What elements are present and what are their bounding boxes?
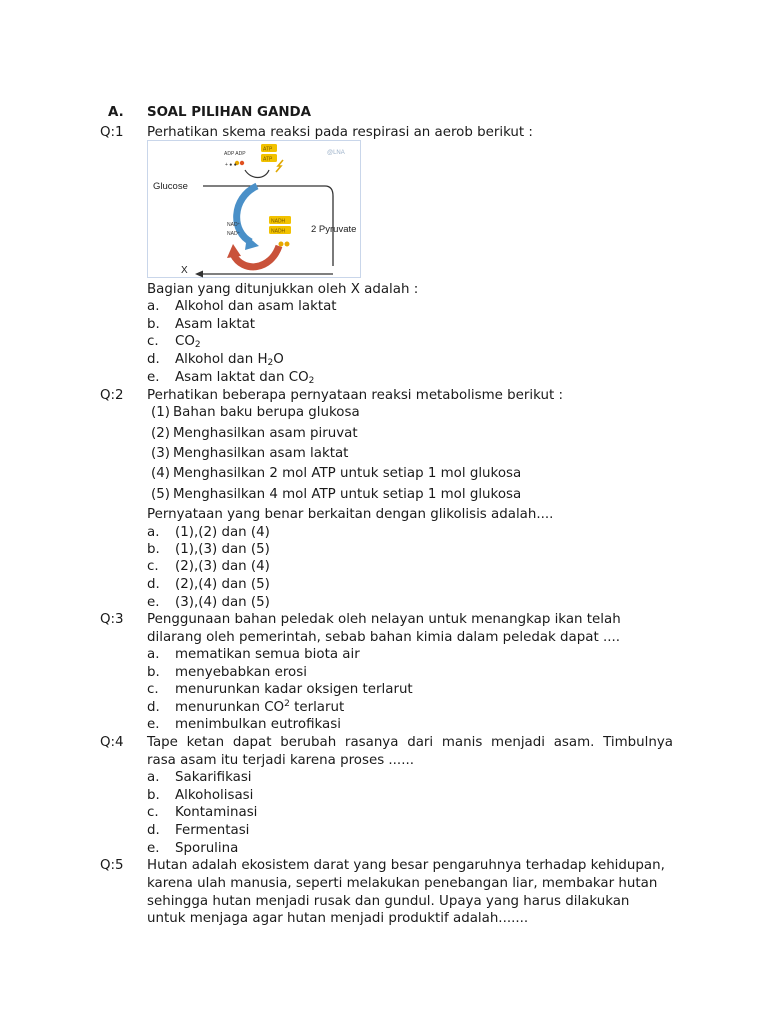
option-label: d. (147, 823, 160, 838)
option-label: b. (147, 665, 160, 680)
option-text: $CO_2$ (175, 334, 201, 350)
option-text: menurunkan $CO^2$ terlarut (175, 699, 345, 715)
option-text: Fermentasi (175, 823, 250, 838)
option-label: d. (147, 577, 160, 592)
pi-label: + ● ● (225, 162, 237, 168)
option-text: menurunkan kadar oksigen terlarut (175, 682, 413, 697)
statement-number: (1) (151, 405, 170, 420)
nadh-badge-1: NADH (271, 218, 286, 225)
option-text: menimbulkan eutrofikasi (175, 717, 341, 732)
option-text: Sakarifikasi (175, 770, 252, 785)
option-text: Alkohol dan asam laktat (175, 299, 337, 314)
x-label: X (181, 265, 188, 276)
option-text: (3),(4) dan (5) (175, 595, 270, 610)
option-label: a. (147, 525, 160, 540)
option-label: a. (147, 770, 160, 785)
question-prompt: Perhatikan skema reaksi pada respirasi an aerob berikut : (147, 125, 533, 140)
atp-badge-2: ATP (263, 156, 273, 163)
option-text: menyebabkan erosi (175, 665, 307, 680)
question-number: Q:4 (100, 735, 124, 750)
nad-label-2: NAD⁺ (227, 231, 241, 237)
statement-text: Menghasilkan 2 mol ATP untuk setiap 1 mol glukosa (173, 466, 522, 481)
option-label: b. (147, 542, 160, 557)
statement-number: (3) (151, 446, 170, 461)
question-prompt: dilarang oleh pemerintah, sebab bahan kimia dalam peledak dapat .... (147, 630, 620, 645)
adp-label: ADP ADP (224, 151, 246, 157)
option-text: (2),(3) dan (4) (175, 559, 270, 574)
option-text: Kontaminasi (175, 805, 258, 820)
question-text: Bagian yang ditunjukkan oleh X adalah : (147, 282, 419, 297)
option-label: e. (147, 841, 160, 856)
option-text: Sporulina (175, 841, 239, 856)
option-text: Alkoholisasi (175, 788, 254, 803)
statement-number: (4) (151, 466, 170, 481)
question-number: Q:5 (100, 858, 124, 873)
option-label: e. (147, 717, 160, 732)
option-label: c. (147, 559, 159, 574)
option-text: mematikan semua biota air (175, 647, 360, 662)
nadh-badge-2: NADH (271, 228, 286, 235)
statement-text: Menghasilkan 4 mol ATP untuk setiap 1 mol glukosa (173, 487, 522, 502)
option-text: (2),(4) dan (5) (175, 577, 270, 592)
option-label: c. (147, 334, 159, 349)
option-label: d. (147, 352, 160, 367)
statement-number: (5) (151, 487, 170, 502)
option-text: Asam laktat dan $CO_2$ (175, 370, 315, 386)
respiration-diagram (147, 140, 361, 278)
statement-text: Menghasilkan asam laktat (173, 446, 349, 461)
section-letter: A. (108, 105, 124, 120)
option-text: (1),(2) dan (4) (175, 525, 270, 540)
question-number: Q:1 (100, 125, 124, 140)
statement-number: (2) (151, 426, 170, 441)
option-label: c. (147, 805, 159, 820)
question-prompt: Penggunaan bahan peledak oleh nelayan untuk menangkap ikan telah (147, 612, 621, 627)
option-label: b. (147, 788, 160, 803)
question-prompt: Tape ketan dapat berubah rasanya dari manis menjadi asam. Timbulnya (147, 735, 673, 750)
question-prompt: untuk menjaga agar hutan menjadi produktif adalah....... (147, 911, 529, 926)
option-label: c. (147, 682, 159, 697)
option-label: d. (147, 700, 160, 715)
option-text: (1),(3) dan (5) (175, 542, 270, 557)
question-prompt: karena ulah manusia, seperti melakukan penebangan liar, membakar hutan (147, 876, 658, 891)
question-prompt: Hutan adalah ekosistem darat yang besar pengaruhnya terhadap kehidupan, (147, 858, 665, 873)
question-text: Pernyataan yang benar berkaitan dengan glikolisis adalah.... (147, 507, 554, 522)
question-number: Q:3 (100, 612, 124, 627)
option-label: e. (147, 595, 160, 610)
option-text: Asam laktat (175, 317, 256, 332)
question-prompt: sehingga hutan menjadi rusak dan gundul. Upaya yang harus dilakukan (147, 894, 630, 909)
section-title: SOAL PILIHAN GANDA (147, 105, 312, 120)
option-label: a. (147, 647, 160, 662)
watermark-label: @LNA (327, 150, 345, 156)
atp-badge-1: ATP (263, 146, 273, 153)
question-number: Q:2 (100, 388, 124, 403)
statement-text: Bahan baku berupa glukosa (173, 405, 360, 420)
option-label: b. (147, 317, 160, 332)
pyruvate-label: 2 Pyruvate (311, 224, 357, 235)
option-label: e. (147, 370, 160, 385)
statement-text: Menghasilkan asam piruvat (173, 426, 358, 441)
question-prompt: rasa asam itu terjadi karena proses ...... (147, 753, 414, 768)
question-prompt: Perhatikan beberapa pernyataan reaksi metabolisme berikut : (147, 388, 563, 403)
option-label: a. (147, 299, 160, 314)
glucose-label: Glucose (153, 181, 188, 192)
nad-label-1: NAD⁺ (227, 222, 241, 228)
option-text: Alkohol dan $H_2O$ (175, 352, 284, 368)
